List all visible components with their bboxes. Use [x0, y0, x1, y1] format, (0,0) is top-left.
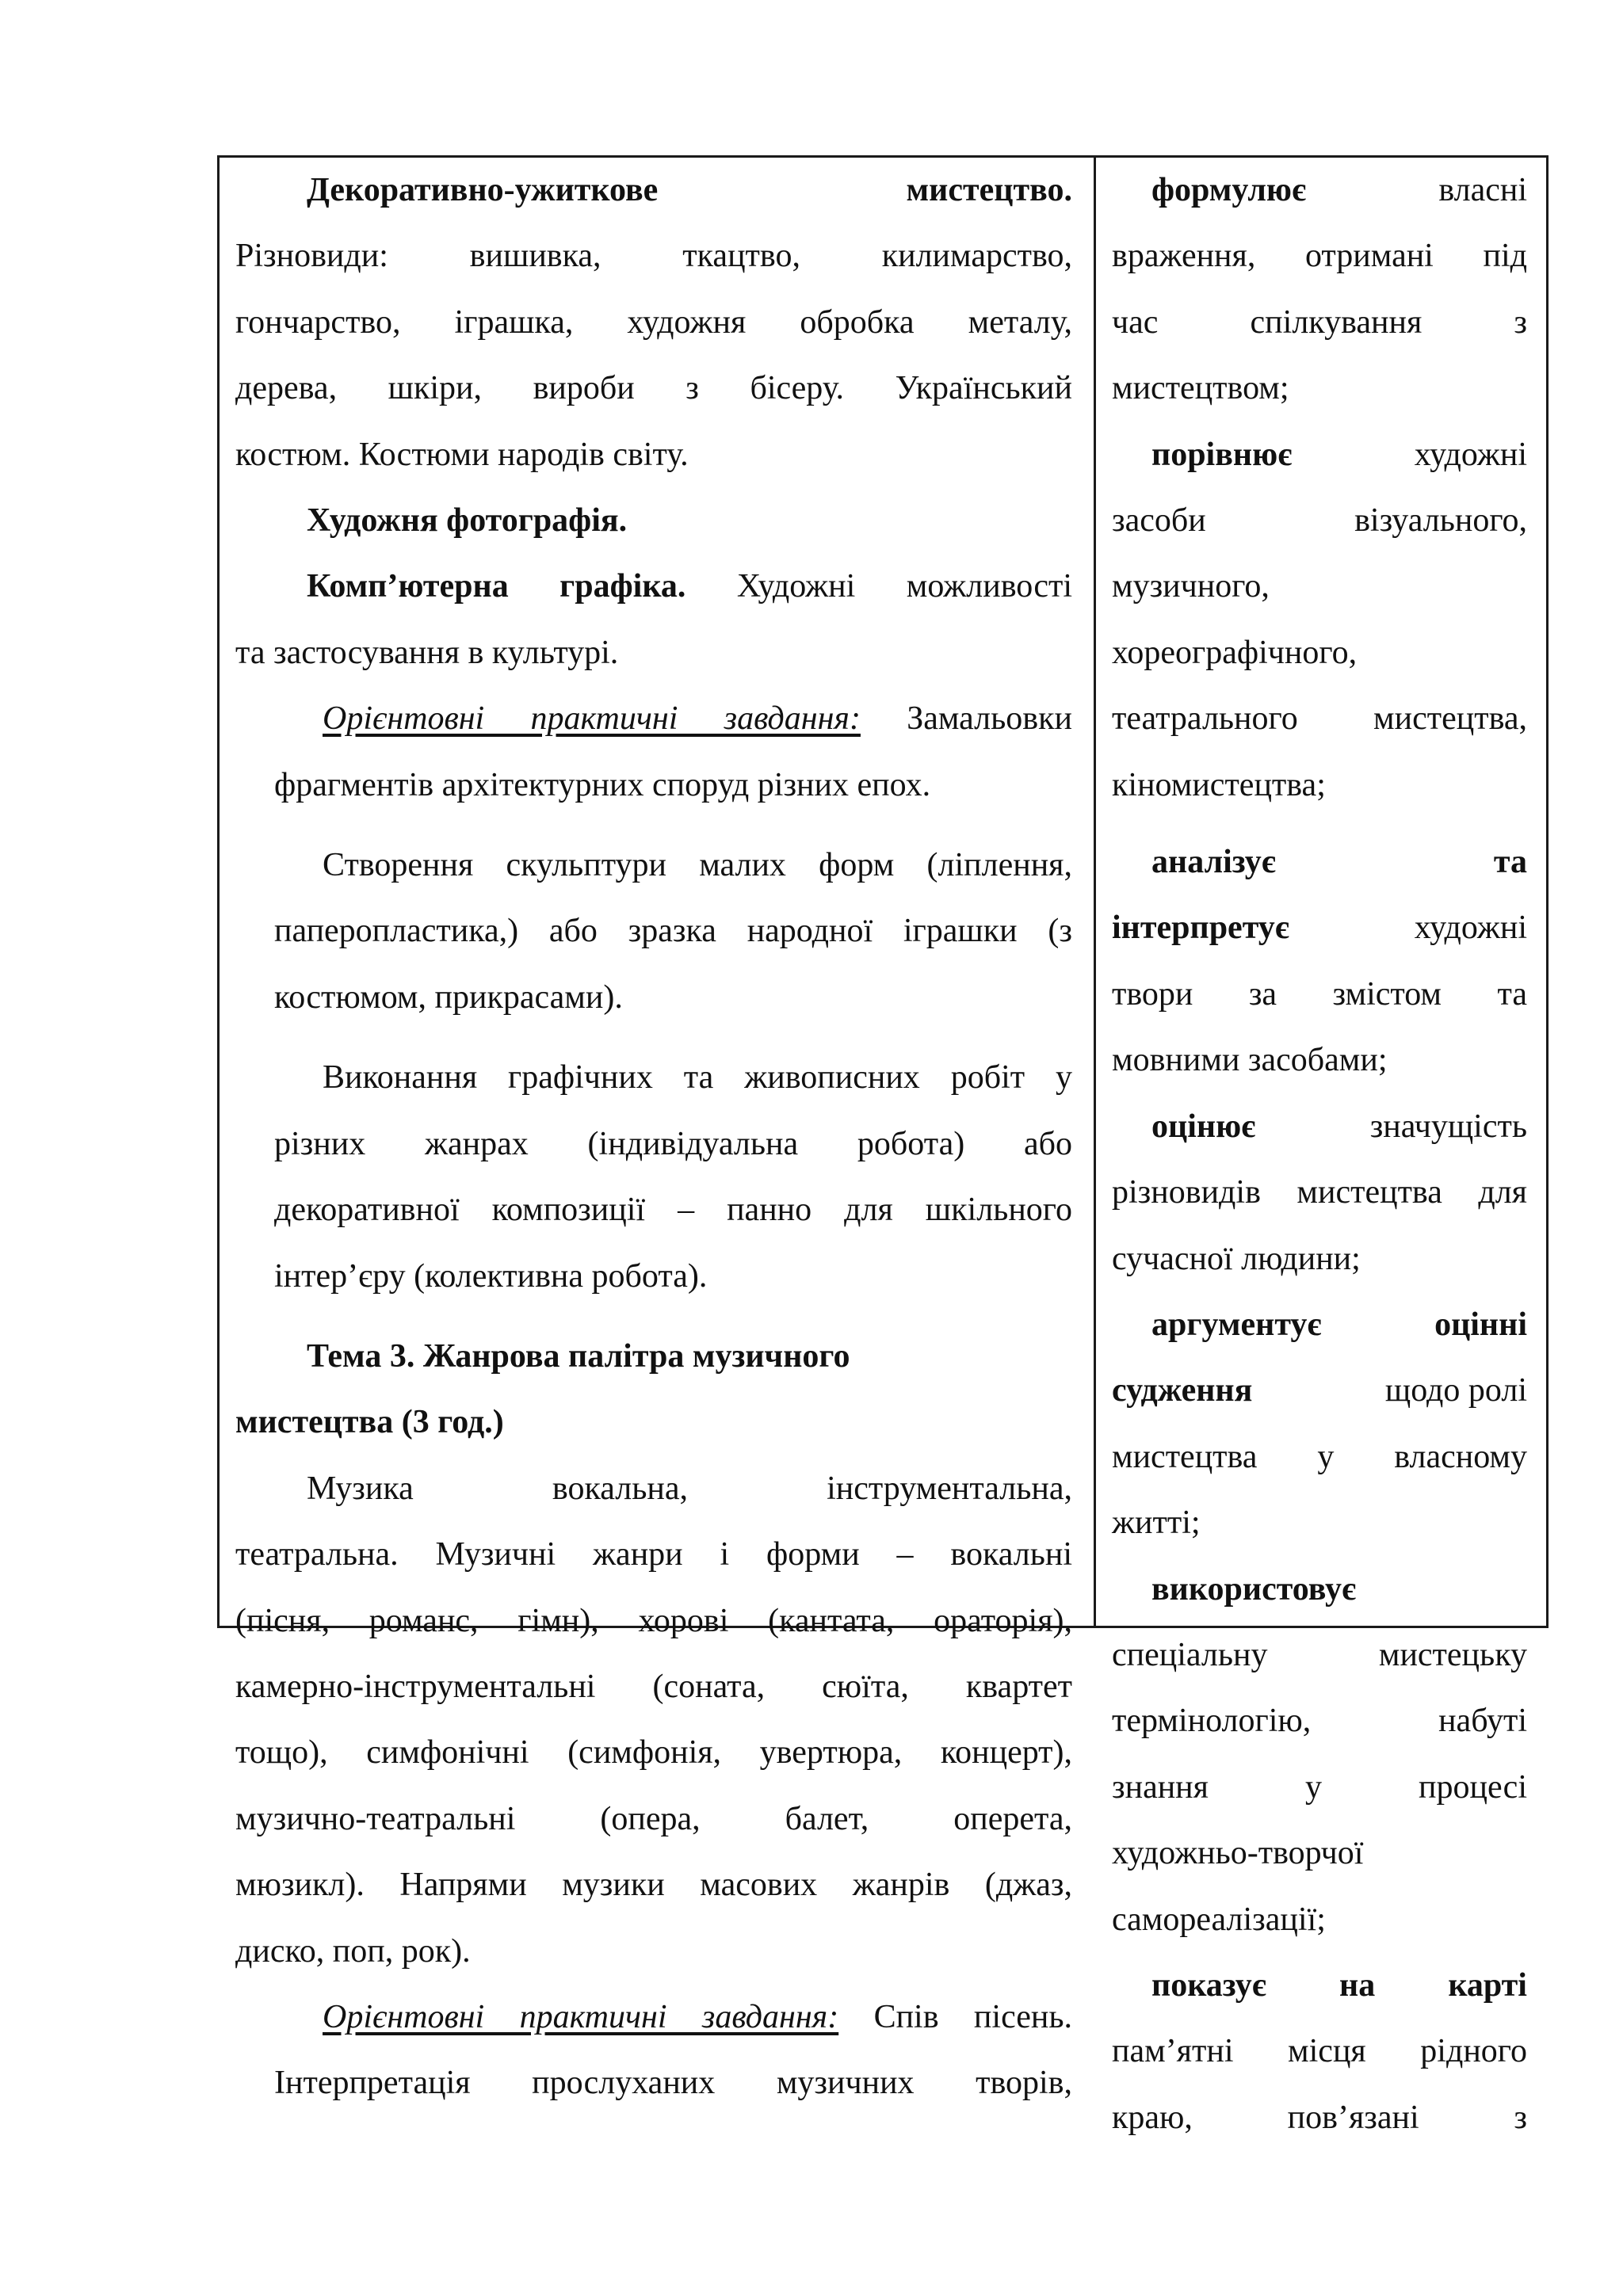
line: час спілкування з	[1112, 303, 1527, 341]
word: вокальна,	[552, 1470, 688, 1507]
line: Виконання графічних та живописних робіт у	[323, 1059, 1072, 1097]
italic-underlined-label: Орієнтовні практичні завдання:	[323, 1998, 839, 2035]
line	[1112, 158, 1527, 223]
word: інструментальна,	[827, 1470, 1072, 1507]
line: інтер’єру (колективна робота).	[274, 1257, 708, 1295]
line: декоративної композиції – панно для шкільного	[274, 1192, 1072, 1229]
line: гончарство, іграшка, художня обробка металу,	[235, 303, 1072, 341]
line: кіномистецтва;	[1112, 766, 1326, 803]
bold-term: та	[1493, 844, 1527, 881]
line: термінологію, набуті	[1112, 1703, 1527, 1740]
line: диско, поп, рок).	[235, 1932, 471, 1970]
italic-underlined-label: Орієнтовні практичні завдання:	[323, 700, 861, 738]
line: Створення скульптури малих форм (ліплення,	[323, 847, 1072, 884]
line-text: Замальовки	[860, 700, 1072, 738]
line	[1112, 1292, 1527, 1358]
line	[235, 1456, 1072, 1522]
line: паперопластика,) або зразка народної іграшки (з	[274, 913, 1072, 950]
table	[217, 155, 1549, 2136]
bold-term: інтерпретує	[1112, 910, 1289, 947]
line: мюзикл). Напрями музики масових жанрів (джаз,	[235, 1867, 1072, 1904]
line: (пісня, романс, гімн), хорові (кантата, ораторія),	[235, 1602, 1072, 1639]
line	[235, 554, 1072, 620]
line	[235, 686, 1072, 752]
bold-term: формулює	[1151, 172, 1307, 208]
line-text: Художні можливості	[685, 568, 1072, 605]
line: камерно-інструментальні (соната, сюїта, квартет	[235, 1668, 1072, 1705]
line: враження, отримані під	[1112, 238, 1527, 275]
line: костюм. Костюми народів світу.	[235, 436, 689, 473]
line: та застосування в культурі.	[235, 634, 619, 671]
line	[235, 158, 1072, 223]
line: музичного,	[1112, 568, 1270, 605]
bold-heading: Художня фотографія.	[307, 502, 628, 540]
bold-term: порівнює	[1151, 436, 1293, 473]
topic-title: Тема 3. Жанрова палітра музичного	[307, 1337, 850, 1375]
line: костюмом, прикрасами).	[274, 978, 623, 1016]
bold-term: аргументує	[1151, 1306, 1322, 1343]
word: власні	[1438, 172, 1527, 208]
line	[1112, 895, 1527, 961]
line: житті;	[1112, 1505, 1201, 1542]
line	[1112, 422, 1527, 488]
bold-term: судження	[1112, 1372, 1253, 1409]
bold-term: показує	[1151, 1966, 1266, 2004]
line: музично-театральні (опера, балет, оперета,	[235, 1800, 1072, 1837]
bold-term: використовує	[1151, 1570, 1357, 1608]
bold-term: оцінні	[1434, 1306, 1527, 1343]
word: щодо ролі	[1384, 1372, 1527, 1409]
bold-term: карті	[1448, 1966, 1527, 2004]
line: різновидів мистецтва для	[1112, 1174, 1527, 1211]
word: значущість	[1369, 1108, 1527, 1145]
bold-heading: Комп’ютерна графіка.	[307, 568, 686, 605]
line: самореалізації;	[1112, 1901, 1326, 1938]
column-divider	[1094, 158, 1096, 1626]
line	[1112, 1094, 1527, 1160]
line: театральна. Музичні жанри і форми – вокальні	[235, 1536, 1072, 1573]
bold-term: на	[1339, 1966, 1376, 2004]
line: засоби візуального,	[1112, 502, 1527, 540]
line: краю, пов’язані з	[1112, 2099, 1527, 2136]
word: Музика	[307, 1470, 414, 1507]
topic-title: мистецтва (3 год.)	[235, 1404, 504, 1441]
bold-heading: Декоративно-ужиткове	[307, 172, 659, 208]
line: мистецтва у власному	[1112, 1438, 1527, 1475]
word: художні	[1414, 910, 1527, 947]
line: знання у процесі	[1112, 1768, 1527, 1806]
line: Інтерпретація прослуханих музичних творів,	[274, 2065, 1072, 2102]
line: мистецтвом;	[1112, 370, 1289, 407]
line: пам’ятні місця рідного	[1112, 2033, 1527, 2070]
line: Різновиди: вишивка, ткацтво, килимарство,	[235, 238, 1072, 275]
line	[235, 1985, 1072, 2050]
line: різних жанрах (індивідуальна робота) або	[274, 1125, 1072, 1162]
line: сучасної людини;	[1112, 1240, 1361, 1277]
line: хореографічного,	[1112, 634, 1358, 671]
line	[1112, 830, 1527, 895]
line: художньо-творчої	[1112, 1835, 1364, 1872]
bold-heading: мистецтво.	[906, 172, 1072, 208]
line	[1112, 1953, 1527, 2019]
line: дерева, шкіри, вироби з бісеру. Український	[235, 370, 1072, 407]
line	[1112, 1358, 1527, 1424]
line: спеціальну мистецьку	[1112, 1636, 1527, 1673]
line: фрагментів архітектурних споруд різних епох.	[274, 766, 931, 803]
word: художні	[1414, 436, 1527, 473]
line: мовними засобами;	[1112, 1042, 1388, 1079]
content-column	[235, 158, 1072, 2117]
outcomes-column	[1112, 158, 1527, 2151]
line: твори за змістом та	[1112, 975, 1527, 1013]
bold-term: аналізує	[1151, 844, 1276, 881]
line: театрального мистецтва,	[1112, 700, 1527, 738]
line-text: Спів пісень.	[838, 1998, 1072, 2035]
bold-term: оцінює	[1151, 1108, 1256, 1145]
line: тощо), симфонічні (симфонія, увертюра, концерт),	[235, 1734, 1072, 1772]
